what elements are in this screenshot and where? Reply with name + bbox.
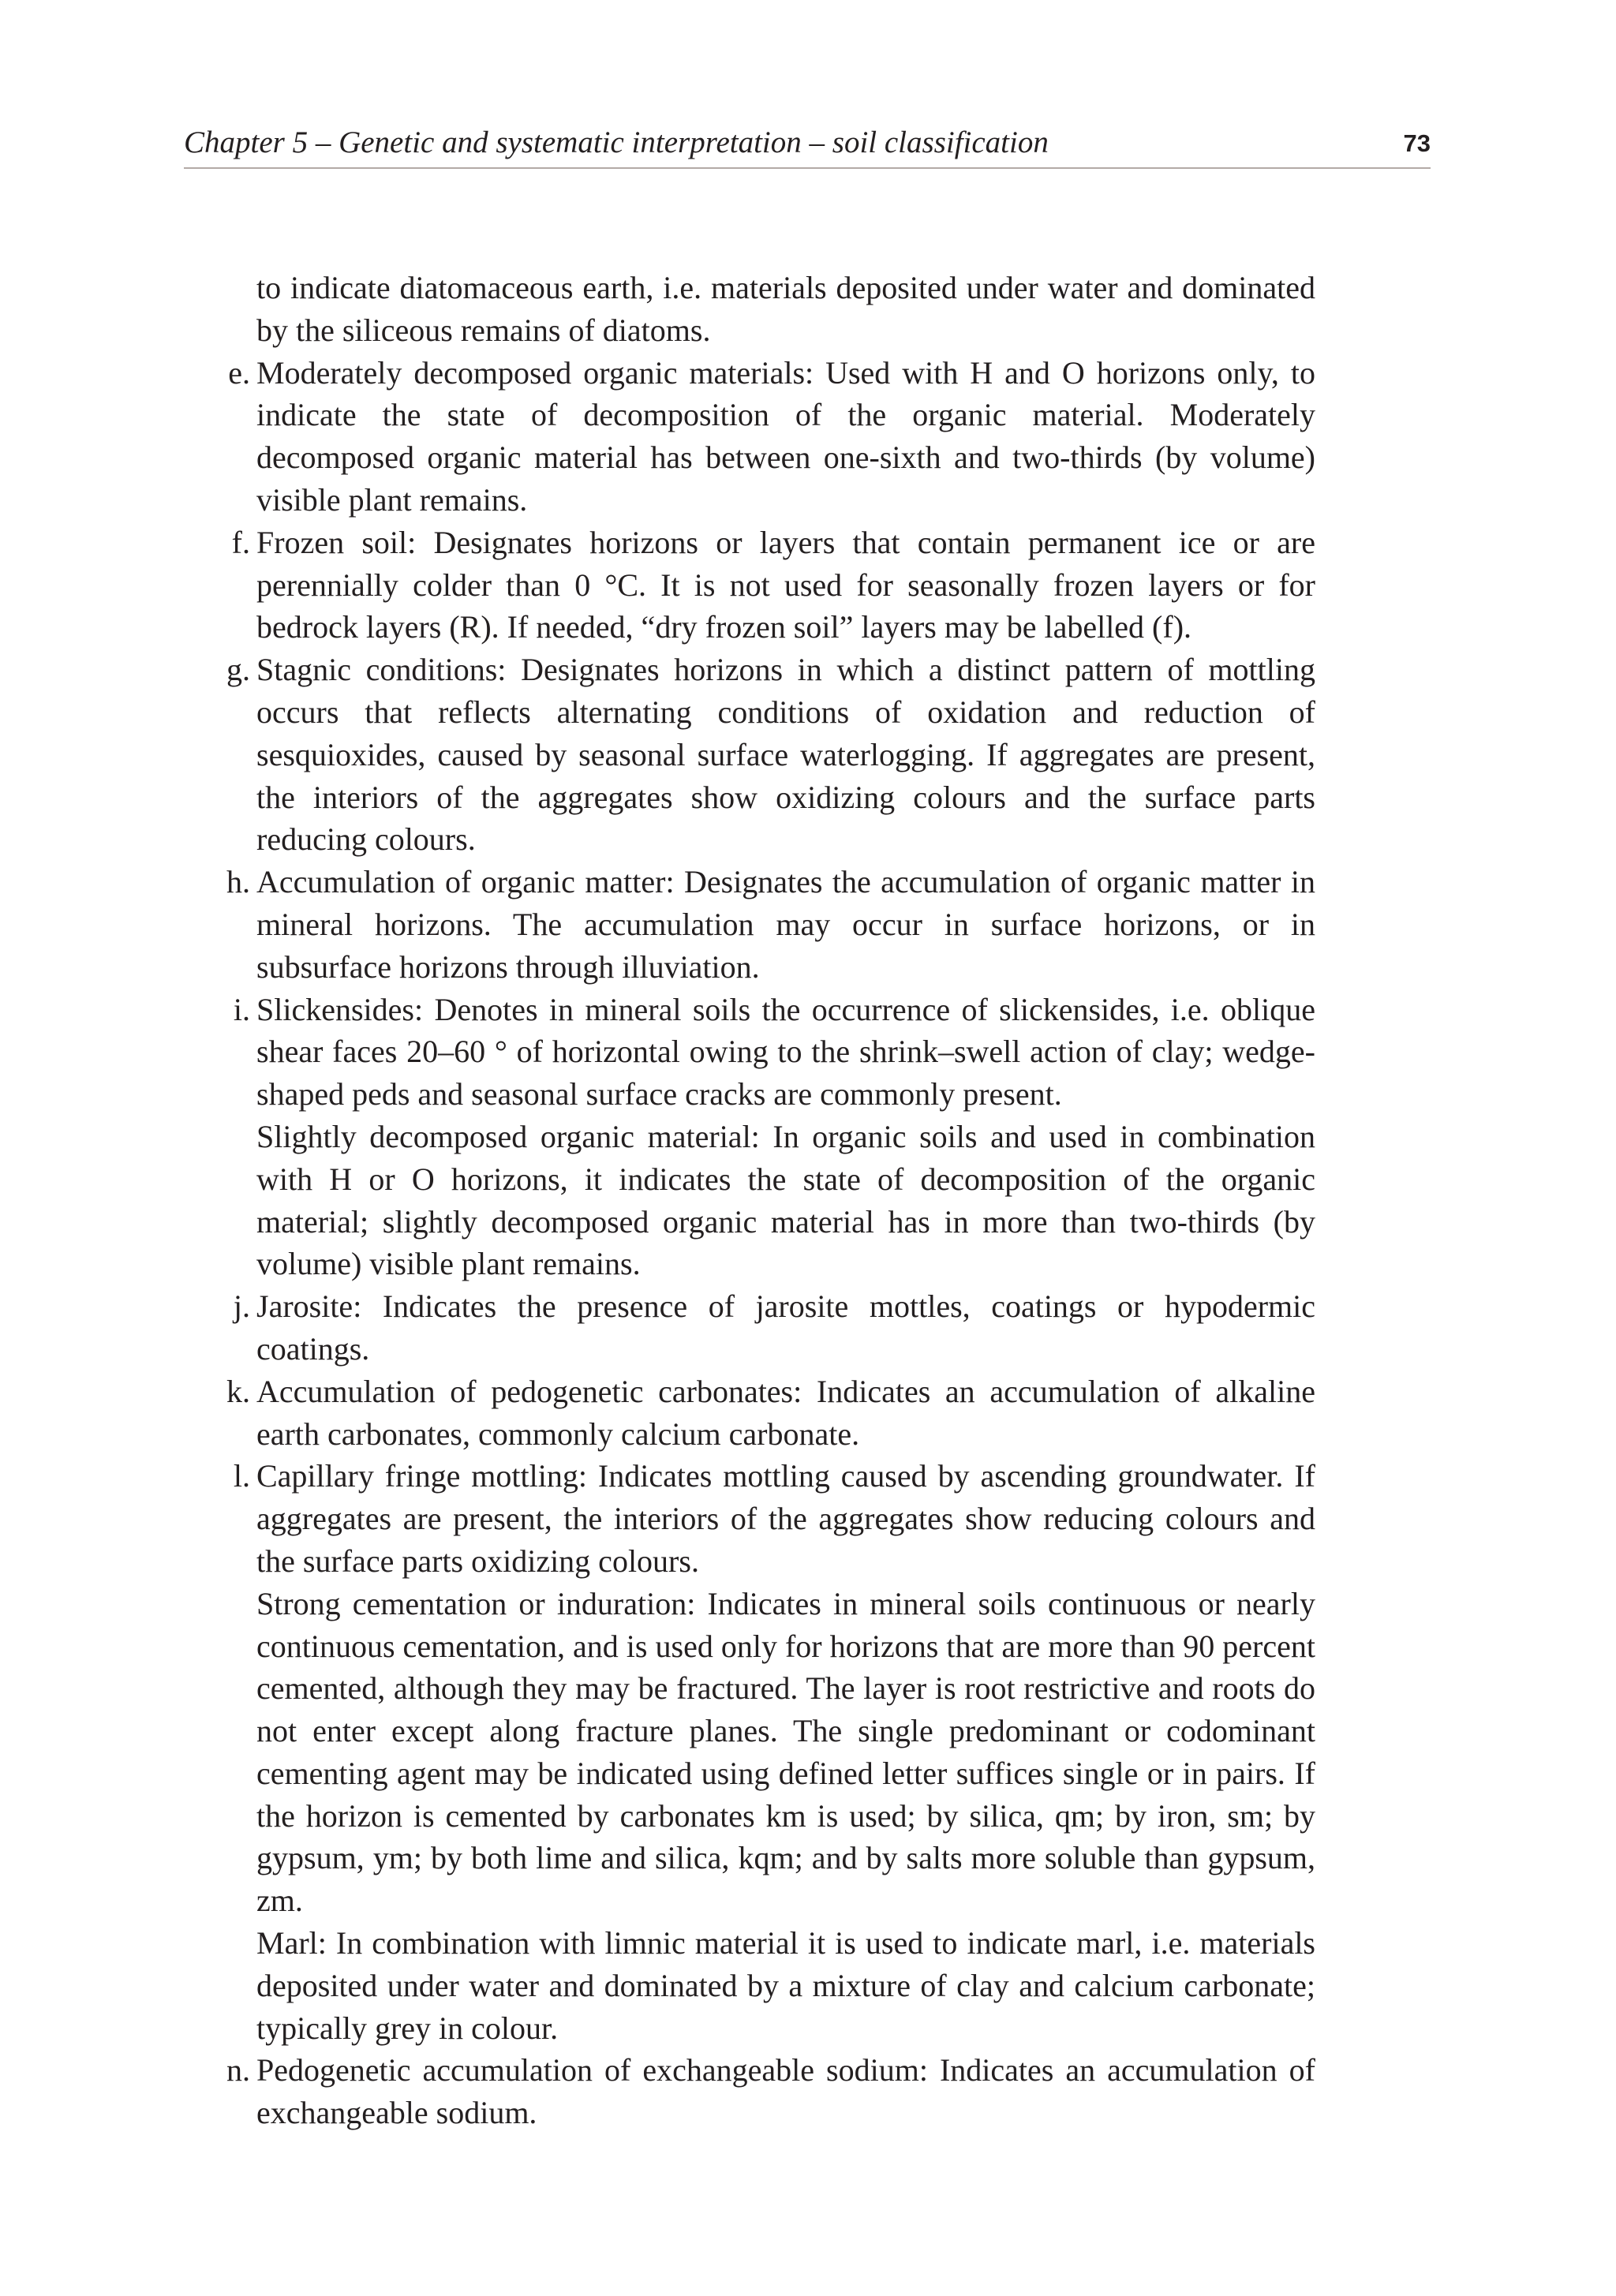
entry-marker: e.	[228, 354, 250, 391]
list-item-n	[226, 2049, 1315, 2134]
list-item-g	[226, 649, 1315, 861]
entry-marker: i.	[233, 991, 250, 1027]
page-number: 73	[1403, 129, 1431, 157]
list-item-h	[226, 861, 1315, 988]
entry-text: Jarosite: Indicates the presence of jarosite mottles, coatings or hypodermic coatings.	[256, 1288, 1315, 1367]
list-item-continuation	[256, 267, 1315, 352]
definition-list	[226, 267, 1315, 2134]
entry-text: Capillary fringe mottling: Indicates mottling caused by ascending groundwater. If aggregates are present, the interiors of the aggregates show reducing colours and the surface parts oxidizing colours.	[256, 1458, 1315, 1579]
entry-marker: h.	[226, 864, 250, 900]
entry-text: Accumulation of pedogenetic carbonates: Indicates an accumulation of alkaline earth carbonates, commonly calcium carbonate.	[256, 1373, 1315, 1452]
running-header	[184, 118, 1431, 169]
list-item-k	[226, 1370, 1315, 1456]
entry-text: Slickensides: Denotes in mineral soils the occurrence of slickensides, i.e. oblique shear faces 20–60 ° of horizontal owing to the shrink–swell action of clay; wedge-shaped peds and seasonal surface cracks are commonly present.	[256, 991, 1315, 1112]
entry-marker: n.	[226, 2052, 250, 2088]
entry-text: Marl: In combination with limnic material it is used to indicate marl, i.e. materials deposited under water and dominated by a mixture of clay and calcium carbonate; typically grey in colour.	[256, 1925, 1315, 2046]
list-item-unlabelled-strong-cementation	[256, 1583, 1315, 1922]
entry-text: to indicate diatomaceous earth, i.e. materials deposited under water and dominated by the siliceous remains of diatoms.	[256, 270, 1315, 348]
list-item-unlabelled-slightly-decomposed	[256, 1116, 1315, 1285]
entry-text: Slightly decomposed organic material: In organic soils and used in combination with H or O horizons, it indicates the state of decomposition of the organic material; slightly decomposed organic material has in more than two-thirds (by volume) visible plant remains.	[256, 1118, 1315, 1282]
entry-marker: j.	[233, 1288, 250, 1325]
list-item-e	[228, 352, 1315, 522]
entry-text: Moderately decomposed organic materials: Used with H and O horizons only, to indicate the state of decomposition of the organic material. Moderately decomposed organic material has between one-sixth and two-thirds (by volume) visible plant remains.	[256, 354, 1315, 518]
entry-text: Accumulation of organic matter: Designates the accumulation of organic matter in mineral horizons. The accumulation may occur in surface horizons, or in subsurface horizons through illuviation.	[256, 864, 1315, 985]
list-item-f	[231, 522, 1315, 649]
entry-marker: g.	[226, 652, 250, 688]
list-item-j	[233, 1285, 1315, 1370]
entry-marker: l.	[233, 1458, 250, 1494]
chapter-title: Chapter 5 – Genetic and systematic interpretation – soil classification	[184, 125, 1049, 159]
entry-marker: k.	[226, 1373, 250, 1409]
entry-text: Strong cementation or induration: Indicates in mineral soils continuous or nearly continuous cementation, and is used only for horizons that are more than 90 percent cemented, although they may be fractured. The layer is root restrictive and roots do not enter except along fracture planes. The single predominant or codominant cementing agent may be indicated using defined letter suffices single or in pairs. If the horizon is cemented by carbonates km is used; by silica, qm; by iron, sm; by gypsum, ym; by both lime and silica, kqm; and by salts more soluble than gypsum, zm.	[256, 1585, 1315, 1919]
entry-marker: f.	[231, 524, 250, 560]
entry-text: Pedogenetic accumulation of exchangeable sodium: Indicates an accumulation of exchangeable sodium.	[256, 2052, 1315, 2131]
list-item-l	[233, 1455, 1315, 1582]
list-item-unlabelled-marl	[256, 1922, 1315, 2049]
entry-text: Frozen soil: Designates horizons or layers that contain permanent ice or are perennially colder than 0 °C. It is not used for seasonally frozen layers or for bedrock layers (R). If needed, “dry frozen soil” layers may be labelled (f).	[256, 524, 1315, 645]
list-item-i	[233, 989, 1315, 1116]
entry-text: Stagnic conditions: Designates horizons in which a distinct pattern of mottling occurs that reflects alternating conditions of oxidation and reduction of sesquioxides, caused by seasonal surface waterlogging. If aggregates are present, the interiors of the aggregates show oxidizing colours and the surface parts reducing colours.	[256, 652, 1315, 858]
